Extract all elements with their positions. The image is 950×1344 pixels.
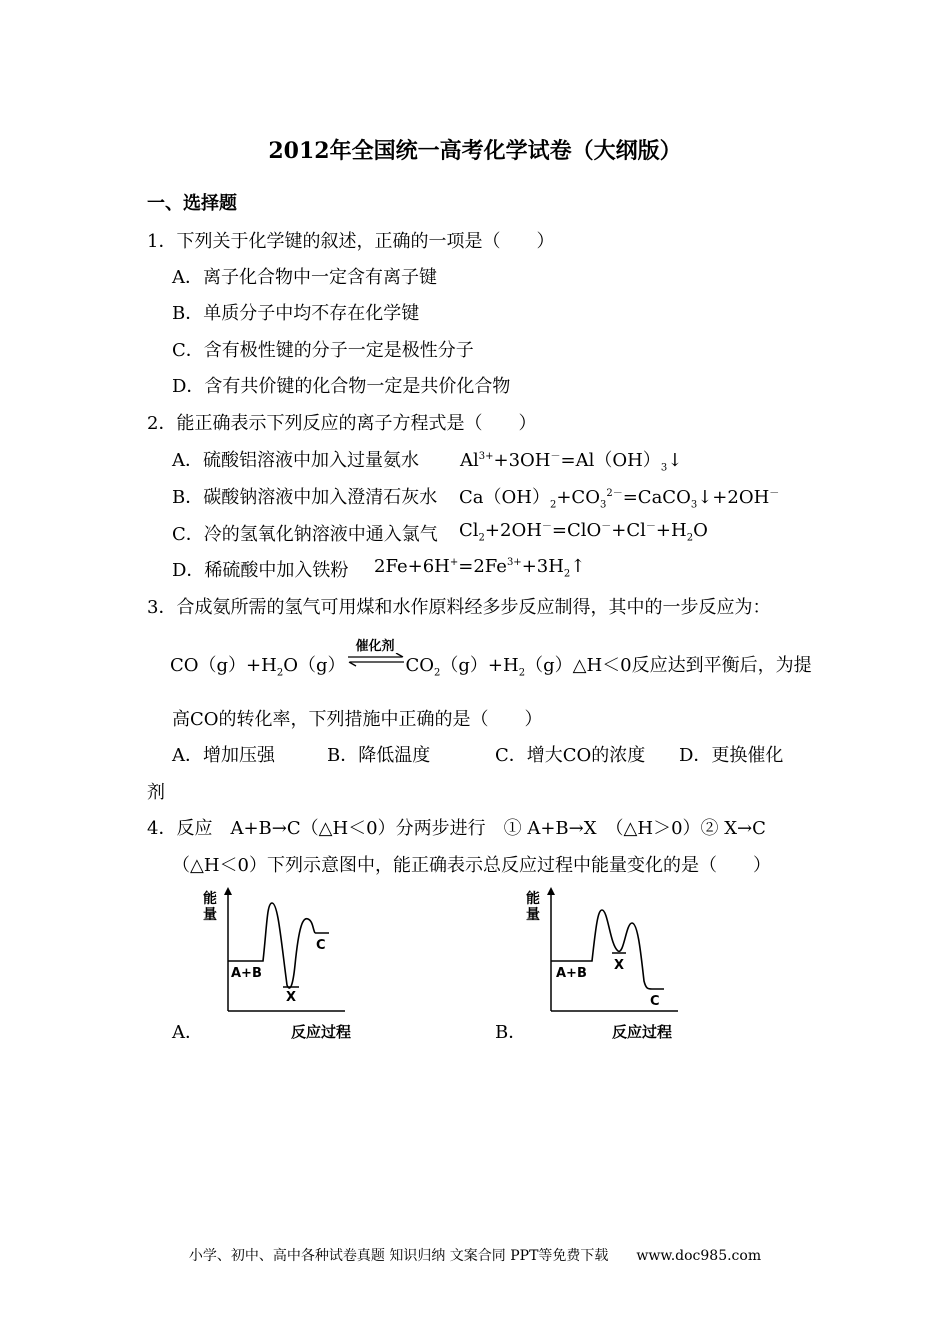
equilibrium-arrow-icon <box>346 653 406 667</box>
diagram-a-product-label: C <box>316 938 326 953</box>
q2-option-a-equation: $Al^{3+}+3OH^-=Al(OH)_3↓$ <box>460 450 683 474</box>
q2-stem: 2．能正确表示下列反应的离子方程式是（ ） <box>147 413 537 434</box>
q4-option-a: A． <box>172 1022 203 1043</box>
q3-option-d-continued: 剂 <box>147 782 165 803</box>
reversible-arrow <box>346 639 406 675</box>
q2-option-b-text: B．碳酸钠溶液中加入澄清石灰水 <box>172 487 438 508</box>
q4-option-b: B． <box>495 1022 527 1043</box>
q2-option-c-equation: $Cl_2+2OH^-=ClO^-+Cl^-+H_2O$ <box>459 520 708 544</box>
diagram-b-y-label-2: 量 <box>526 907 540 923</box>
section-heading: 一、选择题 <box>147 193 237 214</box>
q2-option-a-text: A．硫酸铝溶液中加入过量氨水 <box>172 450 419 471</box>
q3-line3: 高CO的转化率，下列措施中正确的是（ ） <box>172 709 543 730</box>
diagram-b-x-label: 反应过程 <box>612 1023 673 1041</box>
diagram-a-y-label-2: 量 <box>203 907 217 923</box>
q4-line2: （△H＜0）下列示意图中，能正确表示总反应过程中能量变化的是（ ） <box>172 855 771 876</box>
diagram-a-x-label: 反应过程 <box>291 1023 352 1041</box>
q3-option-a: A．增加压强 <box>172 745 275 766</box>
diagram-b-y-label-1: 能 <box>526 891 540 907</box>
q3-option-d: D．更换催化 <box>679 745 784 766</box>
diagram-a-y-label-1: 能 <box>203 891 217 907</box>
q2-option-b-equation: $Ca(OH)_2+CO_3^{2-}=CaCO_3↓+2OH^-$ <box>459 487 780 511</box>
diagram-a-reactant-label: A+B <box>231 966 262 981</box>
q2-option-c-text: C．冷的氢氧化钠溶液中通入氯气 <box>172 524 438 545</box>
q3-option-b: B．降低温度 <box>327 745 431 766</box>
q1-option-b: B．单质分子中均不存在化学键 <box>172 303 420 324</box>
energy-diagram-b <box>518 885 688 1045</box>
q2-option-b <box>172 483 437 509</box>
q3-stem: 3．合成氨所需的氢气可用煤和水作原料经多步反应制得，其中的一步反应为： <box>147 597 771 618</box>
q2-option-c <box>172 520 438 546</box>
catalyst-label: 催化剂 <box>355 639 395 654</box>
q1-option-c: C．含有极性键的分子一定是极性分子 <box>172 340 474 361</box>
q3-option-c: C．增大CO的浓度 <box>495 745 646 766</box>
q1-option-a: A．离子化合物中一定含有离子键 <box>172 267 437 288</box>
q3-equation: $CO(g)+H_2O(g)$ 催化剂 $CO_2(g)+H_2(g)\triangle H<0$反应达到平衡后，为提 <box>170 651 812 677</box>
page-title: 2012年全国统一高考化学试卷（大纲版） <box>268 138 682 164</box>
diagram-a-y-arrow-icon <box>224 887 232 895</box>
q1-option-d: D．含有共价键的化合物一定是共价化合物 <box>172 376 511 397</box>
q2-option-d <box>172 556 348 582</box>
q4-line1: 4．反应 A+B→C（△H＜0）分两步进行 ① A+B→X （△H＞0）② X→C <box>147 818 766 839</box>
q2-option-d-text: D．稀硫酸中加入铁粉 <box>172 560 349 581</box>
energy-diagram-a <box>195 885 355 1045</box>
diagram-b-intermediate-label: X <box>614 958 625 973</box>
diagram-b-product-label: C <box>650 994 660 1009</box>
q3-line2-tail: △H＜0反应达到平衡后，为提 <box>572 655 812 676</box>
page-footer: 小学、初中、高中各种试卷真题 知识归纳 文案合同 PPT等免费下载 www.doc985.com <box>188 1248 762 1264</box>
q2-option-d-equation: $2Fe+6H^+=2Fe^{3+}+3H_2↑$ <box>374 556 586 580</box>
diagram-a-intermediate-label: X <box>286 990 297 1005</box>
q1-stem: 1．下列关于化学键的叙述，正确的一项是（ ） <box>147 231 555 252</box>
diagram-b-y-arrow-icon <box>547 887 555 895</box>
q2-option-a <box>172 446 419 472</box>
diagram-b-reactant-label: A+B <box>556 966 587 981</box>
